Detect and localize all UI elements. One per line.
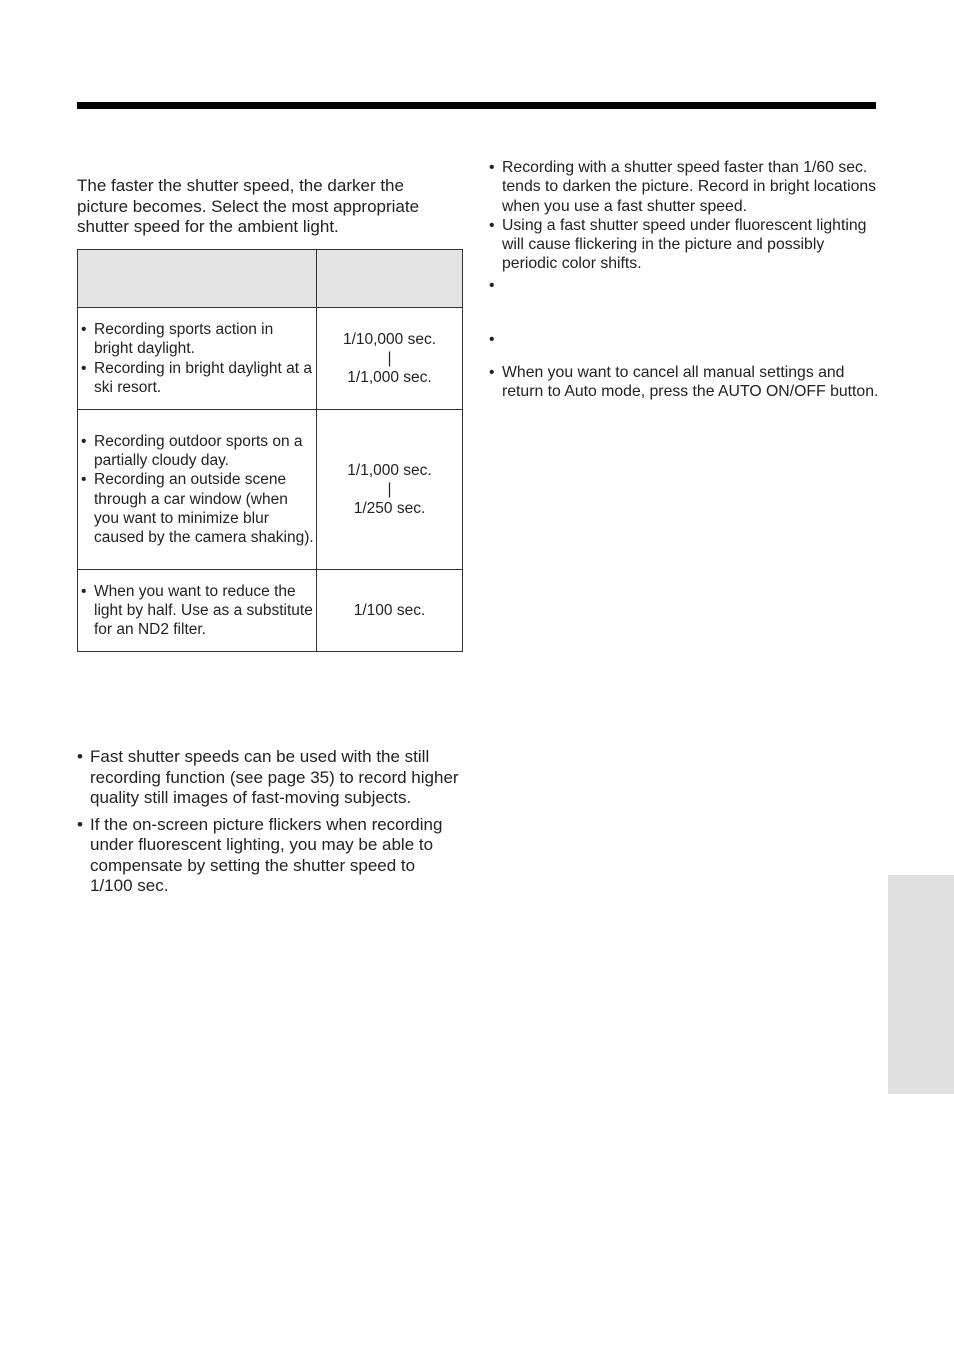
note-item: • When you want to cancel all manual settings and return to Auto mode, press the AUTO ON/OFF button.: [489, 363, 879, 402]
conditions-cell: [78, 308, 317, 410]
table-header-conditions: [78, 250, 317, 308]
speed-cell: [317, 570, 463, 652]
table-header-speed: [317, 250, 463, 308]
intro-paragraph: The faster the shutter speed, the darker the picture becomes. Select the most appropriate shutter speed for the ambient light.: [77, 176, 420, 236]
table-row: [78, 570, 463, 652]
condition-item: • Recording in bright daylight at a ski resort.: [81, 359, 316, 398]
side-tab: [888, 875, 954, 1094]
table-header-row: [78, 250, 463, 308]
top-rule: [77, 102, 876, 109]
conditions-cell: [78, 570, 317, 652]
speed-from: 1/1,000 sec.: [347, 461, 432, 479]
condition-item: • Recording an outside scene through a car window (when you want to minimize blur caused by the camera shaking).: [81, 470, 316, 547]
note-item-empty: [489, 330, 879, 349]
speed-to: 1/1,000 sec.: [347, 369, 432, 387]
note-item: • If the on-screen picture flickers when recording under fluorescent lighting, you may be able to compensate by setting the shutter speed to 1/100 sec.: [77, 815, 462, 897]
note-item-empty: [489, 276, 879, 295]
table-row: [78, 410, 463, 570]
conditions-cell: [78, 410, 317, 570]
shutter-speed-table: [77, 249, 463, 652]
speed-cell: [317, 308, 463, 410]
condition-item: • When you want to reduce the light by half. Use as a substitute for an ND2 filter.: [81, 582, 316, 640]
speed-cell: [317, 410, 463, 570]
notes-left-list: [77, 747, 462, 903]
note-item: • Using a fast shutter speed under fluorescent lighting will cause flickering in the picture and possibly periodic color shifts.: [489, 216, 879, 274]
speed-range-separator: |: [387, 349, 392, 367]
note-item: • Recording with a shutter speed faster than 1/60 sec. tends to darken the picture. Record in bright locations when you use a fast shutter speed.: [489, 158, 879, 216]
table-row: [78, 308, 463, 410]
speed-from: 1/10,000 sec.: [342, 330, 437, 348]
speed-value: 1/100 sec.: [353, 601, 426, 619]
speed-to: 1/250 sec.: [353, 500, 426, 518]
note-item: • Fast shutter speeds can be used with the still recording function (see page 35) to record higher quality still images of fast-moving subjects.: [77, 747, 462, 809]
speed-range-separator: |: [387, 480, 392, 498]
condition-item: • Recording outdoor sports on a partially cloudy day.: [81, 432, 316, 471]
notes-right-list: [489, 158, 879, 401]
condition-item: • Recording sports action in bright daylight.: [81, 320, 316, 359]
